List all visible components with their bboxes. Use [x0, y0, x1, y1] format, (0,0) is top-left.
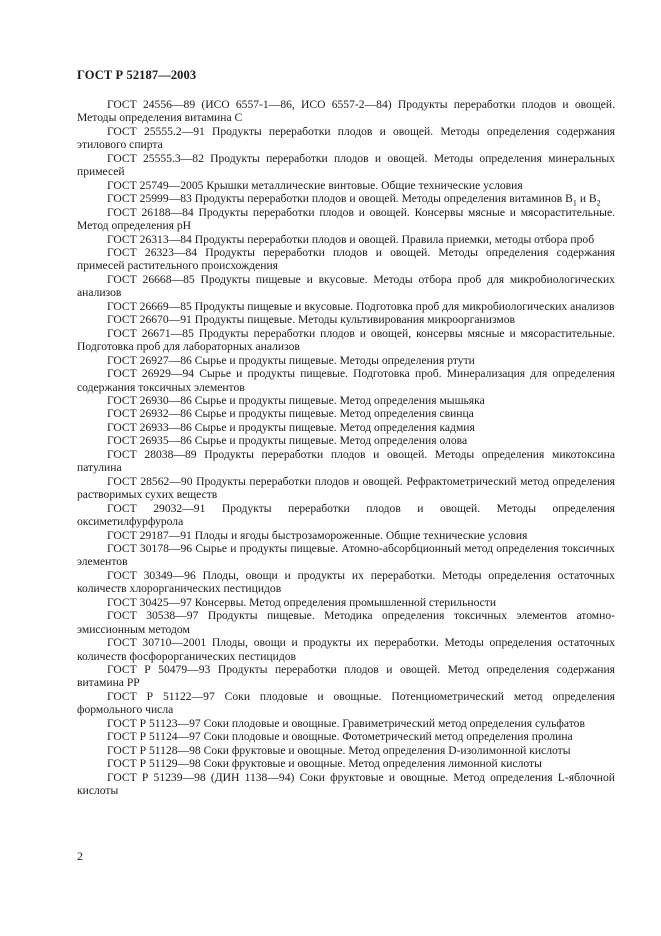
reference-code: ГОСТ 26933—86: [107, 420, 192, 434]
subscript: 1: [572, 198, 577, 208]
reference-title: Продукты переработки плодов и овощей. Правила приемки, методы отбора проб: [194, 232, 595, 246]
reference-code: ГОСТ 26323—84: [107, 245, 198, 259]
reference-title: Продукты переработки плодов и овощей. Методы определения микотоксина патулина: [77, 447, 615, 475]
reference-code: ГОСТ 26670—91: [107, 313, 192, 327]
reference-title: Сырье и продукты пищевые. Метод определения олова: [194, 434, 468, 448]
reference-item: [77, 744, 615, 757]
document-header: ГОСТ Р 52187—2003: [77, 68, 197, 82]
reference-code: ГОСТ 24556—89 (ИСО 6557-1—86, ИСО 6557-2—84): [107, 98, 392, 111]
reference-code: ГОСТ 29187—91: [107, 528, 192, 542]
reference-title: Продукты переработки плодов и овощей. Методы определения минеральных примесей: [77, 151, 615, 179]
reference-code: ГОСТ Р 51122—97: [107, 689, 215, 703]
reference-code: ГОСТ 26932—86: [107, 407, 192, 421]
reference-item: [77, 448, 615, 475]
reference-code: ГОСТ 26927—86: [107, 353, 192, 367]
reference-title: Продукты пищевые. Методика определения токсичных элементов атомно-эмиссионным методом: [77, 609, 615, 636]
reference-item: [77, 246, 615, 273]
reference-code: ГОСТ 26930—86: [107, 393, 192, 407]
reference-code: ГОСТ Р 50479—93: [107, 663, 211, 677]
reference-item: [77, 367, 615, 394]
reference-code: ГОСТ Р 51123—97: [107, 716, 201, 730]
reference-title: Продукты пищевые и вкусовые. Подготовка проб для микробиологических анализов: [194, 299, 615, 313]
reference-item: [77, 421, 615, 434]
reference-item: [77, 394, 615, 407]
reference-title: Соки плодовые и овощные. Потенциометрический метод определения формольного числа: [77, 689, 615, 717]
reference-title: Соки фруктовые и овощные. Метод определения L-яблочной кислоты: [77, 770, 615, 798]
reference-item: [77, 313, 615, 326]
reference-code: ГОСТ 30178—96: [107, 541, 193, 555]
reference-item: [77, 663, 615, 690]
reference-code: ГОСТ 28562—90: [107, 474, 193, 488]
reference-title: Сырье и продукты пищевые. Атомно-абсорбционный метод определения токсичных элементов: [77, 541, 615, 569]
reference-title: Соки плодовые и овощные. Гравиметрический метод определения сульфатов: [203, 716, 585, 730]
reference-code: ГОСТ 25555.2—91: [107, 124, 205, 138]
reference-title: Соки плодовые и овощные. Фотометрический метод определения пролина: [203, 730, 573, 744]
reference-title: Продукты переработки плодов и овощей. Консервы мясные и мясорастительные. Метод определения pH: [77, 205, 615, 233]
reference-title: Плоды и ягоды быстрозамороженные. Общие технические условия: [194, 528, 528, 542]
reference-title: Плоды, овощи и продукты их переработки. Методы определения остаточных количеств хлорорганических пестицидов: [77, 568, 615, 596]
reference-code: ГОСТ 29032—91: [107, 501, 206, 515]
reference-title: Продукты переработки плодов и овощей. Рефрактометрический метод определения растворимых сухих веществ: [77, 474, 615, 502]
reference-title: Сырье и продукты пищевые. Методы определения ртути: [194, 353, 475, 367]
reference-title: Продукты переработки плодов и овощей. Методы определения витаминов B: [194, 192, 573, 206]
reference-code: ГОСТ 26935—86: [107, 434, 192, 448]
page-number: 2: [77, 849, 83, 863]
reference-title-continued: и B: [576, 192, 597, 206]
reference-code: ГОСТ Р 51239—98 (ДИН 1138—94): [107, 770, 295, 784]
reference-item: [77, 125, 615, 152]
reference-item: [77, 690, 615, 717]
reference-title: Продукты переработки плодов и овощей. Методы определения содержания примесей растительного происхождения: [77, 245, 615, 273]
reference-item: [77, 529, 615, 542]
reference-title: Соки фруктовые и овощные. Метод определения лимонной кислоты: [203, 757, 542, 771]
reference-item: [77, 434, 615, 447]
reference-title: Соки фруктовые и овощные. Метод определения D-изолимонной кислоты: [203, 743, 571, 757]
reference-item: [77, 354, 615, 367]
reference-item: [77, 771, 615, 798]
reference-title: Продукты переработки плодов и овощей. Методы определения содержания этилового спирта: [77, 124, 615, 152]
reference-item: [77, 192, 615, 208]
reference-code: ГОСТ Р 51128—98: [107, 743, 201, 757]
reference-title: Сырье и продукты пищевые. Метод определения мышьяка: [194, 393, 485, 407]
reference-code: ГОСТ 26668—85: [107, 272, 195, 286]
reference-title: Консервы. Метод определения промышленной стерильности: [194, 595, 497, 609]
reference-item: [77, 98, 615, 125]
reference-item: [77, 569, 615, 596]
reference-title: Сырье и продукты пищевые. Подготовка проб. Минерализация для определения содержания токсичных элементов: [77, 367, 615, 394]
reference-item: [77, 233, 615, 246]
reference-code: ГОСТ 26188—84: [107, 205, 194, 219]
reference-item: [77, 300, 615, 313]
reference-title: Продукты переработки плодов и овощей. Методы определения витамина С: [77, 98, 615, 125]
reference-code: ГОСТ 30349—96: [107, 568, 196, 582]
reference-code: ГОСТ 26671—85: [107, 326, 194, 340]
reference-code: ГОСТ 26929—94: [107, 367, 195, 381]
reference-item: [77, 730, 615, 743]
document-page: [77, 68, 615, 798]
reference-title: Крышки металлические винтовые. Общие технические условия: [206, 178, 523, 192]
reference-title: Сырье и продукты пищевые. Метод определения кадмия: [194, 420, 475, 434]
reference-item: [77, 609, 615, 636]
reference-code: ГОСТ 25555.3—82: [107, 151, 204, 165]
reference-item: [77, 757, 615, 770]
reference-item: [77, 596, 615, 609]
reference-code: ГОСТ 26669—85: [107, 299, 192, 313]
reference-code: ГОСТ 30710—2001: [107, 636, 207, 650]
reference-title: Продукты пищевые. Методы культивирования микроорганизмов: [194, 313, 515, 327]
reference-item: [77, 542, 615, 569]
reference-code: ГОСТ 30538—97: [107, 609, 199, 623]
reference-title: Сырье и продукты пищевые. Метод определения свинца: [194, 407, 474, 421]
reference-code: ГОСТ Р 51124—97: [107, 730, 201, 744]
reference-item: [77, 717, 615, 730]
reference-list: [77, 98, 615, 798]
reference-code: ГОСТ 25999—83: [107, 192, 192, 206]
reference-item: [77, 636, 615, 663]
reference-title: Продукты пищевые и вкусовые. Методы отбора проб для микробиологических анализов: [77, 272, 615, 300]
reference-title: Продукты переработки плодов и овощей. Метод определения содержания витамина РР: [77, 663, 615, 690]
reference-item: [77, 407, 615, 420]
reference-title: Плоды, овощи и продукты их переработки. Методы определения остаточных количеств фосфорорганических пестицидов: [77, 636, 615, 663]
reference-code: ГОСТ 28038—89: [107, 447, 197, 461]
reference-item: [77, 273, 615, 300]
reference-item: [77, 152, 615, 179]
reference-code: ГОСТ 26313—84: [107, 232, 192, 246]
subscript: 2: [596, 198, 601, 208]
reference-title: Продукты переработки плодов и овощей, консервы мясные и мясорастительные. Подготовка проб для лабораторных анализов: [77, 326, 615, 354]
reference-item: [77, 475, 615, 502]
reference-item: [77, 327, 615, 354]
reference-title: Продукты переработки плодов и овощей. Методы определения оксиметилфурфурола: [77, 501, 615, 529]
reference-item: [77, 502, 615, 529]
reference-item: [77, 179, 615, 192]
reference-code: ГОСТ 25749—2005: [107, 178, 204, 192]
reference-code: ГОСТ 30425—97: [107, 595, 192, 609]
reference-item: [77, 206, 615, 233]
reference-code: ГОСТ Р 51129—98: [107, 757, 201, 771]
